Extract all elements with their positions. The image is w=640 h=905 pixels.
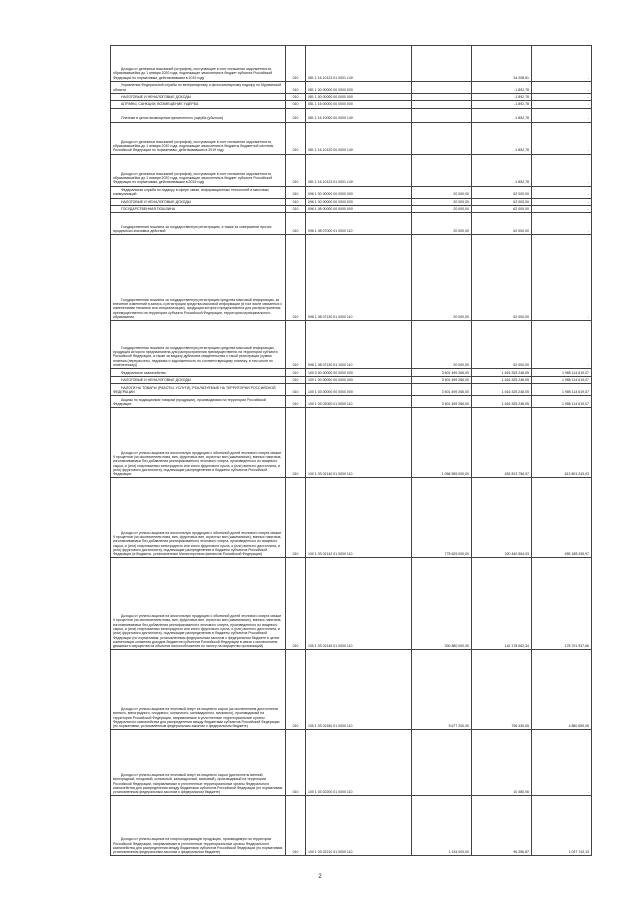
line-code-cell: 010 <box>286 384 306 396</box>
revenue-name-cell: Доходы от денежных взысканий (штрафов), поступающие в счет погашения задолженности, образовавшейся до 1 января 2020 года, подлежащие зачислению в бюджеты бюджетной системы Российской Федерации по нормативам, действовавшим в 2019 году <box>111 122 286 154</box>
unexecuted-amount-cell: 1 037 743,13 <box>532 796 592 856</box>
executed-amount-cell: 96 256,87 <box>472 796 532 856</box>
budget-code-cell: 081 1 16 10000 00 0000 140 <box>306 108 412 122</box>
unexecuted-amount-cell: - <box>532 186 592 198</box>
budget-code-cell: 100 1 03 02142 01 0000 110 <box>306 478 412 558</box>
table-row <box>111 478 592 558</box>
table-body <box>111 46 592 856</box>
line-code-cell: 010 <box>286 478 306 558</box>
table-row <box>111 396 592 408</box>
approved-plan-cell: 20 000,00 <box>412 213 472 235</box>
approved-plan-cell: 20 000,00 <box>412 235 472 321</box>
unexecuted-amount-cell: - <box>532 235 592 321</box>
revenue-name-cell: НАЛОГОВЫЕ И НЕНАЛОГОВЫЕ ДОХОДЫ <box>111 94 286 101</box>
line-code-cell: 010 <box>286 796 306 856</box>
line-code-cell: 010 <box>286 205 306 212</box>
budget-code-cell: 081 1 16 00000 00 0000 000 <box>306 101 412 108</box>
table-row <box>111 101 592 108</box>
approved-plan-cell <box>412 730 472 796</box>
revenue-name-cell: Акцизы по подакцизным товарам (продукции), производимым на территории Российской Федерации <box>111 396 286 408</box>
line-code-cell: 010 <box>286 122 306 154</box>
unexecuted-amount-cell: - <box>532 321 592 369</box>
budget-code-cell: 081 1 16 10123 01 0001 140 <box>306 154 412 186</box>
table-row <box>111 369 592 377</box>
approved-plan-cell: 3 601 499 266,00 <box>412 369 472 377</box>
table-row <box>111 321 592 369</box>
budget-code-cell: 096 1 00 00000 00 0000 000 <box>306 198 412 205</box>
revenue-name-cell: НАЛОГОВЫЕ И НЕНАЛОГОВЫЕ ДОХОДЫ <box>111 198 286 205</box>
revenue-name-cell: Доходы от уплаты акцизов на алкогольную продукцию с объемной долей этилового спирта свыше 9 процентов (за исключением пива, вин, фруктовых вин, игристых вин (шампанских), винных напитков, изготавливаемых без добавления ректификованного этилового спирта, произведенного из пищевого сырья, и (или) спиртованных виноградного или иного фруктового сусла, и (или) винного дистиллята, и (или) фруктового дистиллята), подлежащие распределению в бюджеты субъектов Российской Федерации (по нормативам, установленным федеральным законом о федеральном бюджете в целях компенсации снижения доходов бюджетов субъектов Российской Федерации в связи с исключением движимого имущества из объектов налогообложения по налогу на имущество организаций) <box>111 558 286 650</box>
executed-amount-cell: 452 813 756,97 <box>472 408 532 478</box>
revenue-name-cell: Платежи в целях возмещения причиненного ущерба (убытков) <box>111 108 286 122</box>
revenue-name-cell: Доходы от уплаты акцизов на спиртосодержащую продукцию, производимую на территории Российской Федерации, направляемые в уплотненные территориальные органы Федерального казначейства для распределения между бюджетами субъектов Российской Федерации (по нормативам, установленным федеральным законом о федеральном бюджете) <box>111 796 286 856</box>
unexecuted-amount-cell: 1 985 114 619,07 <box>532 384 592 396</box>
table-row <box>111 408 592 478</box>
approved-plan-cell: 20 000,00 <box>412 321 472 369</box>
approved-plan-cell: 5 677 200,00 <box>412 650 472 730</box>
budget-code-cell: 100 0 00 00000 00 0000 000 <box>306 369 412 377</box>
line-code-cell: 010 <box>286 82 306 94</box>
unexecuted-amount-cell: 1 985 114 619,07 <box>532 369 592 377</box>
revenue-name-cell: Доходы от уплаты акцизов на этиловый спирт из пищевого сырья (за исключением дистиллятов винного, виноградного, плодового, коньячного, кальвадосного, вискового), производимый на территории Российской Федерации, направляемые в уплотненные территориальные органы Федерального казначейства для распределения между бюджетами субъектов Российской Федерации (по нормативам, установленным федеральным законом о федеральном бюджете) <box>111 650 286 730</box>
approved-plan-cell <box>412 101 472 108</box>
unexecuted-amount-cell: - <box>532 730 592 796</box>
budget-revenue-table <box>110 45 592 856</box>
executed-amount-cell: 796 430,05 <box>472 650 532 730</box>
unexecuted-amount-cell: - <box>532 108 592 122</box>
table-row <box>111 94 592 101</box>
line-code-cell: 010 <box>286 396 306 408</box>
executed-amount-cell: 320 440 564,03 <box>472 478 532 558</box>
table-row <box>111 108 592 122</box>
executed-amount-cell: -1 892,78 <box>472 154 532 186</box>
line-code-cell: 010 <box>286 377 306 384</box>
budget-code-cell: 100 1 03 02000 01 0000 110 <box>306 396 412 408</box>
unexecuted-amount-cell: 1 985 114 619,07 <box>532 396 592 408</box>
line-code-cell: 010 <box>286 730 306 796</box>
executed-amount-cell: 1 616 325 248,05 <box>472 377 532 384</box>
line-code-cell: 010 <box>286 408 306 478</box>
budget-code-cell: 100 1 03 02210 01 0000 110 <box>306 796 412 856</box>
table-row <box>111 796 592 856</box>
approved-plan-cell <box>412 108 472 122</box>
executed-amount-cell: 1 616 325 248,05 <box>472 396 532 408</box>
executed-amount-cell: -1 892,78 <box>472 82 532 94</box>
table-row <box>111 205 592 212</box>
unexecuted-amount-cell: - <box>532 101 592 108</box>
line-code-cell: 010 <box>286 650 306 730</box>
budget-code-cell: 100 1 00 00000 00 0000 000 <box>306 377 412 384</box>
revenue-name-cell: Управление Федеральной службы по ветеринарному и фитосанитарному надзору по Мурманской области <box>111 82 286 94</box>
line-code-cell: 010 <box>286 154 306 186</box>
table-row <box>111 235 592 321</box>
budget-code-cell: 100 1 03 00000 00 0000 000 <box>306 384 412 396</box>
approved-plan-cell: 1 066 559 000,00 <box>412 408 472 478</box>
revenue-name-cell: Федеральная служба по надзору в сфере связи, информационных технологий и массовых коммуникаций <box>111 186 286 198</box>
unexecuted-amount-cell: - <box>532 198 592 205</box>
revenue-name-cell: Доходы от уплаты акцизов на этиловый спирт из пищевого сырья (дистилляты винный, виноградный, плодовый, коньячный, кальвадосный, висковый), производимый на территории Российской Федерации, направляемые в уплотненные территориальные органы Федерального казначейства для распределения между бюджетами субъектов Российской Федерации (по нормативам, установленным федеральным законом о федеральном бюджете) <box>111 730 286 796</box>
revenue-name-cell: Доходы от денежных взысканий (штрафов), поступающие в счет погашения задолженности, образовавшейся до 1 января 2020 года, подлежащие зачислению в бюджет субъекта Российской Федерации по нормативам, действовавшим в 2019 году <box>111 46 286 82</box>
unexecuted-amount-cell: - <box>532 82 592 94</box>
approved-plan-cell: 3 601 499 266,00 <box>412 384 472 396</box>
unexecuted-amount-cell: 1 985 114 619,07 <box>532 377 592 384</box>
page-number: 2 <box>318 874 322 880</box>
table-row <box>111 650 592 730</box>
unexecuted-amount-cell: - <box>532 94 592 101</box>
line-code-cell: 010 <box>286 198 306 205</box>
executed-amount-cell: -1 892,78 <box>472 108 532 122</box>
executed-amount-cell: 34 208,51 <box>472 46 532 82</box>
revenue-name-cell: НАЛОГИ НА ТОВАРЫ (РАБОТЫ, УСЛУГИ), РЕАЛИЗУЕМЫЕ НА ТЕРРИТОРИИ РОССИЙСКОЙ ФЕДЕРАЦИИ <box>111 384 286 396</box>
line-code-cell: 010 <box>286 94 306 101</box>
approved-plan-cell: 20 000,00 <box>412 205 472 212</box>
budget-code-cell: 096 1 00 00000 00 0000 000 <box>306 186 412 198</box>
line-code-cell: 010 <box>286 369 306 377</box>
revenue-name-cell: Доходы от денежных взысканий (штрафов), поступающие в счет погашения задолженности, образовавшейся до 1 января 2020 года, подлежащие зачислению в бюджет субъекта Российской Федерации по нормативам, действовавшим в 2019 году <box>111 154 286 186</box>
unexecuted-amount-cell: - <box>532 122 592 154</box>
budget-code-cell: 100 1 03 02140 01 0000 110 <box>306 408 412 478</box>
executed-amount-cell: -1 892,78 <box>472 122 532 154</box>
budget-code-cell: 100 1 03 02145 01 0000 110 <box>306 558 412 650</box>
budget-code-cell: 096 1 08 00000 00 0000 000 <box>306 205 412 212</box>
unexecuted-amount-cell: - <box>532 154 592 186</box>
line-code-cell: 010 <box>286 235 306 321</box>
line-code-cell: 010 <box>286 108 306 122</box>
executed-amount-cell: 142 178 062,34 <box>472 558 532 650</box>
executed-amount-cell: 62 000,00 <box>472 235 532 321</box>
table-row <box>111 122 592 154</box>
unexecuted-amount-cell: 4 880 659,05 <box>532 650 592 730</box>
approved-plan-cell: 3 601 499 266,00 <box>412 377 472 384</box>
revenue-name-cell: ШТРАФЫ, САНКЦИИ, ВОЗМЕЩЕНИЕ УЩЕРБА <box>111 101 286 108</box>
budget-code-cell: 100 1 03 02200 01 0000 110 <box>306 730 412 796</box>
approved-plan-cell: 300 880 000,00 <box>412 558 472 650</box>
revenue-name-cell: Федеральное казначейство <box>111 369 286 377</box>
approved-plan-cell: 20 000,00 <box>412 186 472 198</box>
approved-plan-cell <box>412 154 472 186</box>
line-code-cell: 010 <box>286 101 306 108</box>
table-row <box>111 198 592 205</box>
revenue-name-cell: ГОСУДАРСТВЕННАЯ ПОШЛИНА <box>111 205 286 212</box>
table-row <box>111 82 592 94</box>
executed-amount-cell: 62 000,00 <box>472 321 532 369</box>
executed-amount-cell: 1 616 325 248,05 <box>472 384 532 396</box>
budget-revenue-table-container <box>110 45 591 856</box>
unexecuted-amount-cell: 178 701 937,66 <box>532 558 592 650</box>
budget-code-cell: 096 1 08 07130 01 0000 110 <box>306 235 412 321</box>
executed-amount-cell: -1 892,78 <box>472 101 532 108</box>
table-row <box>111 154 592 186</box>
line-code-cell: 010 <box>286 558 306 650</box>
executed-amount-cell: 62 000,00 <box>472 205 532 212</box>
executed-amount-cell: 1 616 325 248,05 <box>472 369 532 377</box>
revenue-name-cell: Государственная пошлина за государственную регистрацию средства массовой информации, продукция которого предназначена для распространения преимущественно на территории субъекта Российской Федерации, а также за выдачу дубликата свидетельства о такой регистрации (сумма платежа (перерасчеты, недоимка и задолженность по соответствующему платежу, в том числе по отмененному)) <box>111 321 286 369</box>
executed-amount-cell: -1 892,78 <box>472 94 532 101</box>
table-row <box>111 384 592 396</box>
revenue-name-cell: НАЛОГОВЫЕ И НЕНАЛОГОВЫЕ ДОХОДЫ <box>111 377 286 384</box>
approved-plan-cell <box>412 94 472 101</box>
executed-amount-cell: 62 000,00 <box>472 198 532 205</box>
table-row <box>111 46 592 82</box>
executed-amount-cell: 10 480,06 <box>472 730 532 796</box>
revenue-name-cell: Государственная пошлина за государственную регистрацию средства массовой информации, за внесение изменений в запись о регистрации средства массовой информации (в том числе связанных с изменениями тематики или специализации), продукция которого предназначена для распространения преимущественно на территории субъекта Российской Федерации, территории муниципального образования <box>111 235 286 321</box>
approved-plan-cell <box>412 82 472 94</box>
unexecuted-amount-cell: - <box>532 205 592 212</box>
budget-code-cell: 081 1 00 00000 00 0000 000 <box>306 94 412 101</box>
approved-plan-cell <box>412 46 472 82</box>
unexecuted-amount-cell: - <box>532 46 592 82</box>
table-row <box>111 730 592 796</box>
unexecuted-amount-cell: 613 801 243,03 <box>532 408 592 478</box>
budget-code-cell: 100 1 03 02180 01 0000 110 <box>306 650 412 730</box>
budget-code-cell: 096 1 08 07130 01 1000 110 <box>306 321 412 369</box>
executed-amount-cell: 62 000,00 <box>472 213 532 235</box>
budget-code-cell: 081 1 16 10123 01 0001 140 <box>306 46 412 82</box>
table-row <box>111 213 592 235</box>
line-code-cell: 010 <box>286 46 306 82</box>
budget-code-cell: 081 1 16 10120 00 0000 140 <box>306 122 412 154</box>
budget-code-cell: 081 1 00 00000 00 0000 000 <box>306 82 412 94</box>
revenue-name-cell: Доходы от уплаты акцизов на алкогольную продукцию с объемной долей этилового спирта свыше 9 процентов (за исключением пива, вин, фруктовых вин, игристых вин (шампанских), винных напитков, изготавливаемых без добавления ректификованного этилового спирта, произведенного из пищевого сырья, и (или) спиртованных виноградного или иного фруктового сусла, и (или) винного дистиллята, и (или) фруктового дистиллята), подлежащие распределению в бюджеты субъектов Российской Федерации <box>111 408 286 478</box>
table-row <box>111 558 592 650</box>
executed-amount-cell: 62 000,00 <box>472 186 532 198</box>
budget-code-cell: 096 1 08 07000 01 0000 110 <box>306 213 412 235</box>
table-row <box>111 186 592 198</box>
approved-plan-cell <box>412 122 472 154</box>
unexecuted-amount-cell: 455 188 435,97 <box>532 478 592 558</box>
approved-plan-cell: 1 134 000,00 <box>412 796 472 856</box>
revenue-name-cell: Государственная пошлина за государственную регистрацию, а также за совершение прочих юридически значимых действий <box>111 213 286 235</box>
approved-plan-cell: 3 601 499 266,00 <box>412 396 472 408</box>
line-code-cell: 010 <box>286 213 306 235</box>
approved-plan-cell: 775 629 000,00 <box>412 478 472 558</box>
approved-plan-cell: 20 000,00 <box>412 198 472 205</box>
line-code-cell: 010 <box>286 321 306 369</box>
table-row <box>111 377 592 384</box>
unexecuted-amount-cell: - <box>532 213 592 235</box>
line-code-cell: 010 <box>286 186 306 198</box>
revenue-name-cell: Доходы от уплаты акцизов на алкогольную продукцию с объемной долей этилового спирта свыше 9 процентов (за исключением пива, вин, фруктовых вин, игристых вин (шампанских), винных напитков, изготавливаемых без добавления ректификованного этилового спирта, произведенного из пищевого сырья, и (или) спиртованных виноградного или иного фруктового сусла, и (или) винного дистиллята, и (или) фруктового дистиллята), подлежащие распределению в бюджеты субъектов Российской Федерации (в бюджеты, установленные Министерством финансов Российской Федерации) <box>111 478 286 558</box>
